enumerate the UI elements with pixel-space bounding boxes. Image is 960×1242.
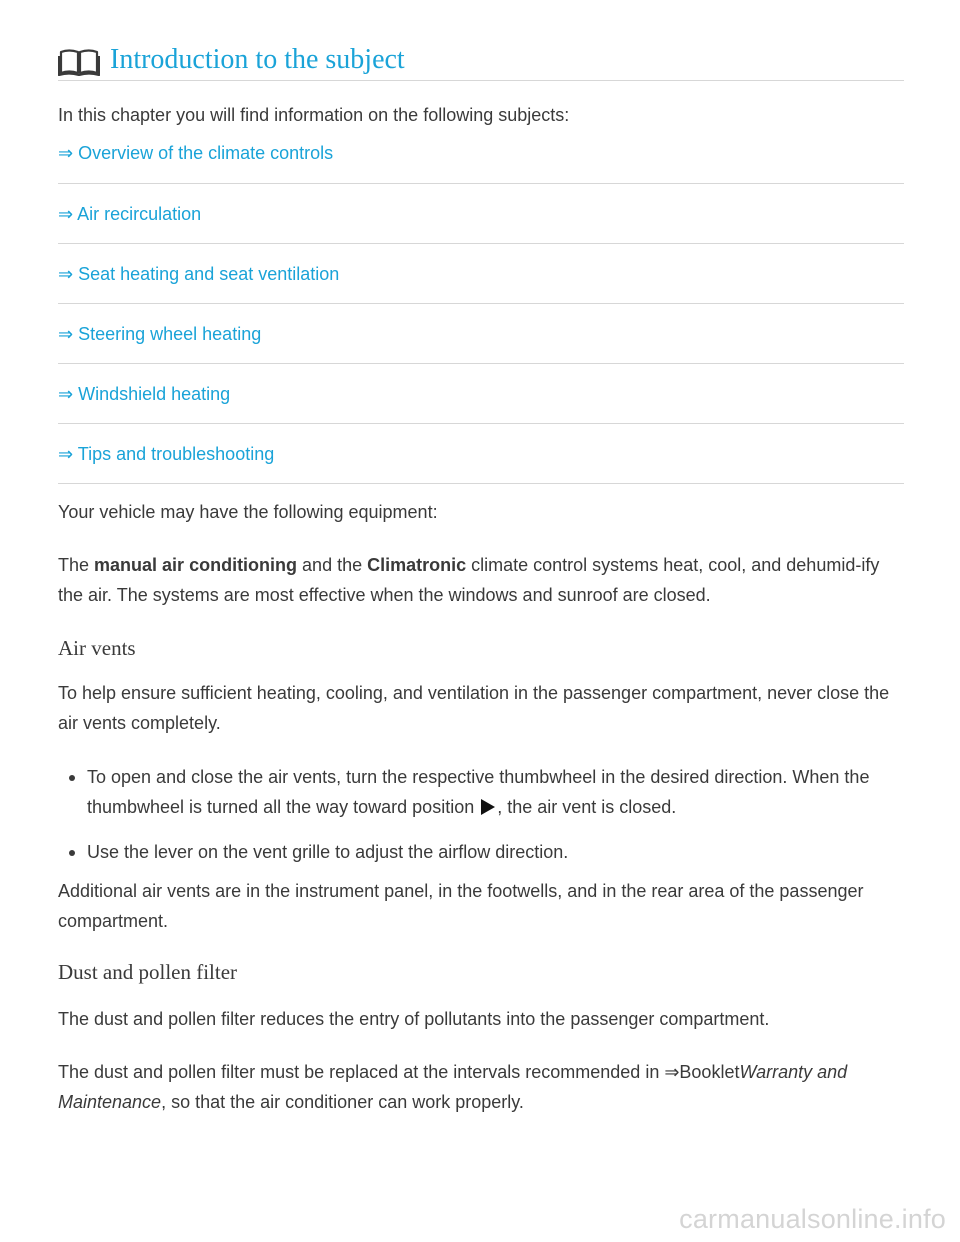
- p2-pre: The dust and pollen filter must be replaced at the intervals recommended in ⇒Booklet: [58, 1062, 740, 1082]
- equipment-text: Your vehicle may have the following equipment:: [58, 502, 438, 522]
- subject-links: [58, 124, 904, 484]
- climate-paragraph: [58, 550, 904, 610]
- intro-text: In this chapter you will find information on the following subjects:: [58, 105, 570, 125]
- bullet1-pre: To open and close the air vents, turn the respective thumbwheel in the desired direction. When the thumbwheel is turned all the way toward position: [87, 767, 870, 817]
- link-air-recirculation[interactable]: ⇒ Air recirculation: [58, 204, 202, 224]
- title-row: [58, 40, 904, 81]
- link-row: [58, 184, 904, 244]
- link-seat-heating[interactable]: ⇒ Seat heating and seat ventilation: [58, 264, 340, 284]
- link-row: [58, 304, 904, 364]
- air-vents-paragraph: To help ensure sufficient heating, cooling, and ventilation in the passenger compartment, never close the air vents completely.: [58, 683, 890, 733]
- link-steering-wheel-heating[interactable]: ⇒ Steering wheel heating: [58, 324, 262, 344]
- air-vents-heading: Air vents: [58, 636, 136, 660]
- link-overview-climate-controls[interactable]: ⇒ Overview of the climate controls: [58, 143, 334, 163]
- closed-position-triangle-icon: [480, 795, 496, 825]
- additional-vents-paragraph: Additional air vents are in the instrument panel, in the footwells, and in the rear area of the passenger compartment.: [58, 881, 864, 931]
- link-windshield-heating[interactable]: ⇒ Windshield heating: [58, 384, 231, 404]
- dust-filter-paragraph1: The dust and pollen filter reduces the entry of pollutants into the passenger compartment.: [58, 1009, 770, 1029]
- bullet-icon: [69, 775, 75, 781]
- link-row: [58, 364, 904, 424]
- list-item: [58, 837, 904, 867]
- manual-ac-term: manual air conditioning: [94, 555, 298, 575]
- link-row: [58, 424, 904, 484]
- page-title: Introduction to the subject: [110, 44, 405, 75]
- climatronic-term: Climatronic: [367, 555, 467, 575]
- air-vents-list: [58, 762, 904, 879]
- climate-post: climate control systems heat, cool, and dehumid-ify the air. The systems are most effective when the windows and sunroof are closed.: [58, 555, 880, 605]
- link-tips-troubleshooting[interactable]: ⇒ Tips and troubleshooting: [58, 444, 275, 464]
- list-item: [58, 762, 904, 825]
- dust-filter-heading: Dust and pollen filter: [58, 960, 238, 984]
- bullet-icon: [69, 850, 75, 856]
- watermark: carmanualsonline.info: [679, 1204, 946, 1234]
- p2-post: , so that the air conditioner can work properly.: [161, 1092, 524, 1112]
- climate-mid: and the: [297, 555, 368, 575]
- bullet2-text: Use the lever on the vent grille to adjust the airflow direction.: [87, 842, 569, 862]
- dust-filter-paragraph2: [58, 1057, 904, 1117]
- book-icon: [58, 48, 100, 76]
- booklet-title[interactable]: Warranty and Maintenance: [58, 1062, 848, 1112]
- link-row: [58, 124, 904, 184]
- link-row: [58, 244, 904, 304]
- bullet1-post: , the air vent is closed.: [497, 797, 677, 817]
- climate-pre: The: [58, 555, 95, 575]
